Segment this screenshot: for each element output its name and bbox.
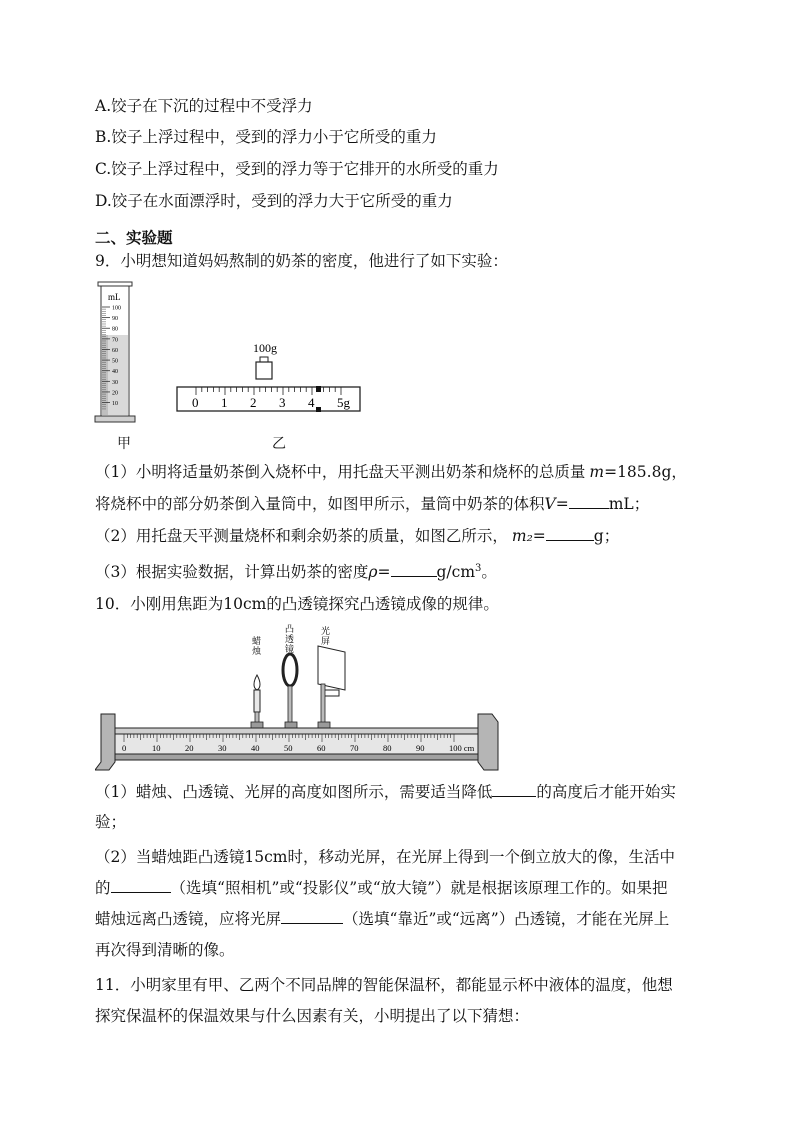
figure-label-yi: 乙 xyxy=(272,436,286,452)
graduated-cylinder-figure xyxy=(90,280,150,430)
bench-tick-label: 30 xyxy=(218,743,227,753)
ruler-tick-label: 2 xyxy=(250,395,257,410)
bench-tick-label: 50 xyxy=(284,743,293,753)
bench-tick-label: 100 cm xyxy=(449,743,475,753)
cylinder-tick-label: 30 xyxy=(112,379,118,386)
ruler-tick-label: 0 xyxy=(192,395,199,410)
ruler-tick-label: 4 xyxy=(308,395,315,410)
screen-label: 光 xyxy=(321,626,331,636)
q9-p1-line2: 将烧杯中的部分奶茶倒入量筒中，如图甲所示，量筒中奶茶的体积V= mL； xyxy=(95,495,650,513)
q10-stem: 10．小刚用焦距为10cm的凸透镜探究凸透镜成像的规律。 xyxy=(95,595,499,613)
option-d: D.饺子在水面漂浮时，受到的浮力大于它所受的重力 xyxy=(95,192,453,210)
section-title: 二、实验题 xyxy=(95,229,173,247)
bench-tick-label: 60 xyxy=(317,743,326,753)
cylinder-tick-label: 50 xyxy=(112,358,118,365)
q9-stem: 9．小明想知道妈妈熬制的奶茶的密度，他进行了如下实验： xyxy=(95,252,508,270)
answer-blank-mass xyxy=(546,526,594,541)
q9-p2: （2）用托盘天平测量烧杯和剩余奶茶的质量，如图乙所示， m₂= g； xyxy=(95,527,620,545)
q10-p1-line1: （1）蜡烛、凸透镜、光屏的高度如图所示，需要适当降低 的高度后才能开始实 xyxy=(95,783,676,801)
q9-p1-line1: （1）小明将适量奶茶倒入烧杯中，用托盘天平测出奶茶和烧杯的总质量 m=185.8g， xyxy=(95,463,687,481)
figure-label-jia: 甲 xyxy=(117,436,131,452)
rider-top xyxy=(316,386,321,392)
cylinder-tick-label: 70 xyxy=(112,337,118,344)
q10-p2-line1: （2）当蜡烛距凸透镜15cm时，移动光屏，在光屏上得到一个倒立放大的像，生活中 xyxy=(95,848,675,866)
q10-p1-line2: 验； xyxy=(95,813,127,831)
bench-tick-label: 10 xyxy=(152,743,161,753)
cylinder-tick-label: 80 xyxy=(112,326,118,333)
balance-rider-figure xyxy=(170,335,370,415)
q10-p2-line4: 再次得到清晰的像。 xyxy=(95,941,235,959)
ruler-tick-label: 5g xyxy=(337,395,350,410)
lens-label: 镜 xyxy=(285,644,295,654)
cylinder-unit: mL xyxy=(108,292,121,302)
bench-tick-label: 40 xyxy=(251,743,260,753)
option-c: C.饺子上浮过程中，受到的浮力等于它排开的水所受的重力 xyxy=(95,160,499,178)
rider-bottom xyxy=(316,407,321,412)
cylinder-tick-label: 60 xyxy=(112,347,118,354)
candle-label: 烛 xyxy=(252,646,262,656)
lens-label: 透 xyxy=(285,634,295,644)
option-b: B.饺子上浮过程中，受到的浮力小于它所受的重力 xyxy=(95,128,437,146)
cylinder-tick-label: 100 xyxy=(112,305,121,312)
bench-tick-label: 90 xyxy=(416,743,425,753)
answer-blank-object xyxy=(492,782,536,797)
screen-label: 屏 xyxy=(321,636,331,646)
answer-blank-device xyxy=(111,878,171,893)
cylinder-tick-label: 20 xyxy=(112,390,118,397)
bench-tick-label: 20 xyxy=(185,743,194,753)
answer-blank-volume xyxy=(569,494,609,509)
ruler-tick-label: 3 xyxy=(279,395,286,410)
bench-tick-label: 70 xyxy=(350,743,359,753)
q10-p2-line3: 蜡烛远离凸透镜，应将光屏 （选填“靠近”或“远离”）凸透镜，才能在光屏上 xyxy=(95,910,670,928)
answer-blank-density xyxy=(391,562,437,577)
lens-label: 凸 xyxy=(285,624,295,634)
q9-p3: （3）根据实验数据，计算出奶茶的密度$\rho= g/cm^3$。 xyxy=(95,563,497,582)
ruler-tick-label: 1 xyxy=(221,395,228,410)
q10-p2-line2: 的 （选填“照相机”或“投影仪”或“放大镜”）就是根据该原理工作的。如果把 xyxy=(95,879,668,897)
bench-tick-label: 0 xyxy=(122,743,127,753)
bench-tick-label: 80 xyxy=(383,743,392,753)
option-a: A.饺子在下沉的过程中不受浮力 xyxy=(95,97,313,115)
cylinder-tick-label: 40 xyxy=(112,369,118,376)
q11-line2: 探究保温杯的保温效果与什么因素有关，小明提出了以下猜想： xyxy=(95,1007,530,1025)
cylinder-tick-label: 90 xyxy=(112,316,118,323)
weight-label: 100g xyxy=(253,341,277,355)
q11-line1: 11．小明家里有甲、乙两个不同品牌的智能保温杯，都能显示杯中液体的温度，他想 xyxy=(95,976,673,994)
optical-bench-figure xyxy=(95,622,505,774)
candle-label: 蜡 xyxy=(252,636,262,646)
answer-blank-direction xyxy=(281,909,343,924)
cylinder-tick-label: 10 xyxy=(112,401,118,408)
